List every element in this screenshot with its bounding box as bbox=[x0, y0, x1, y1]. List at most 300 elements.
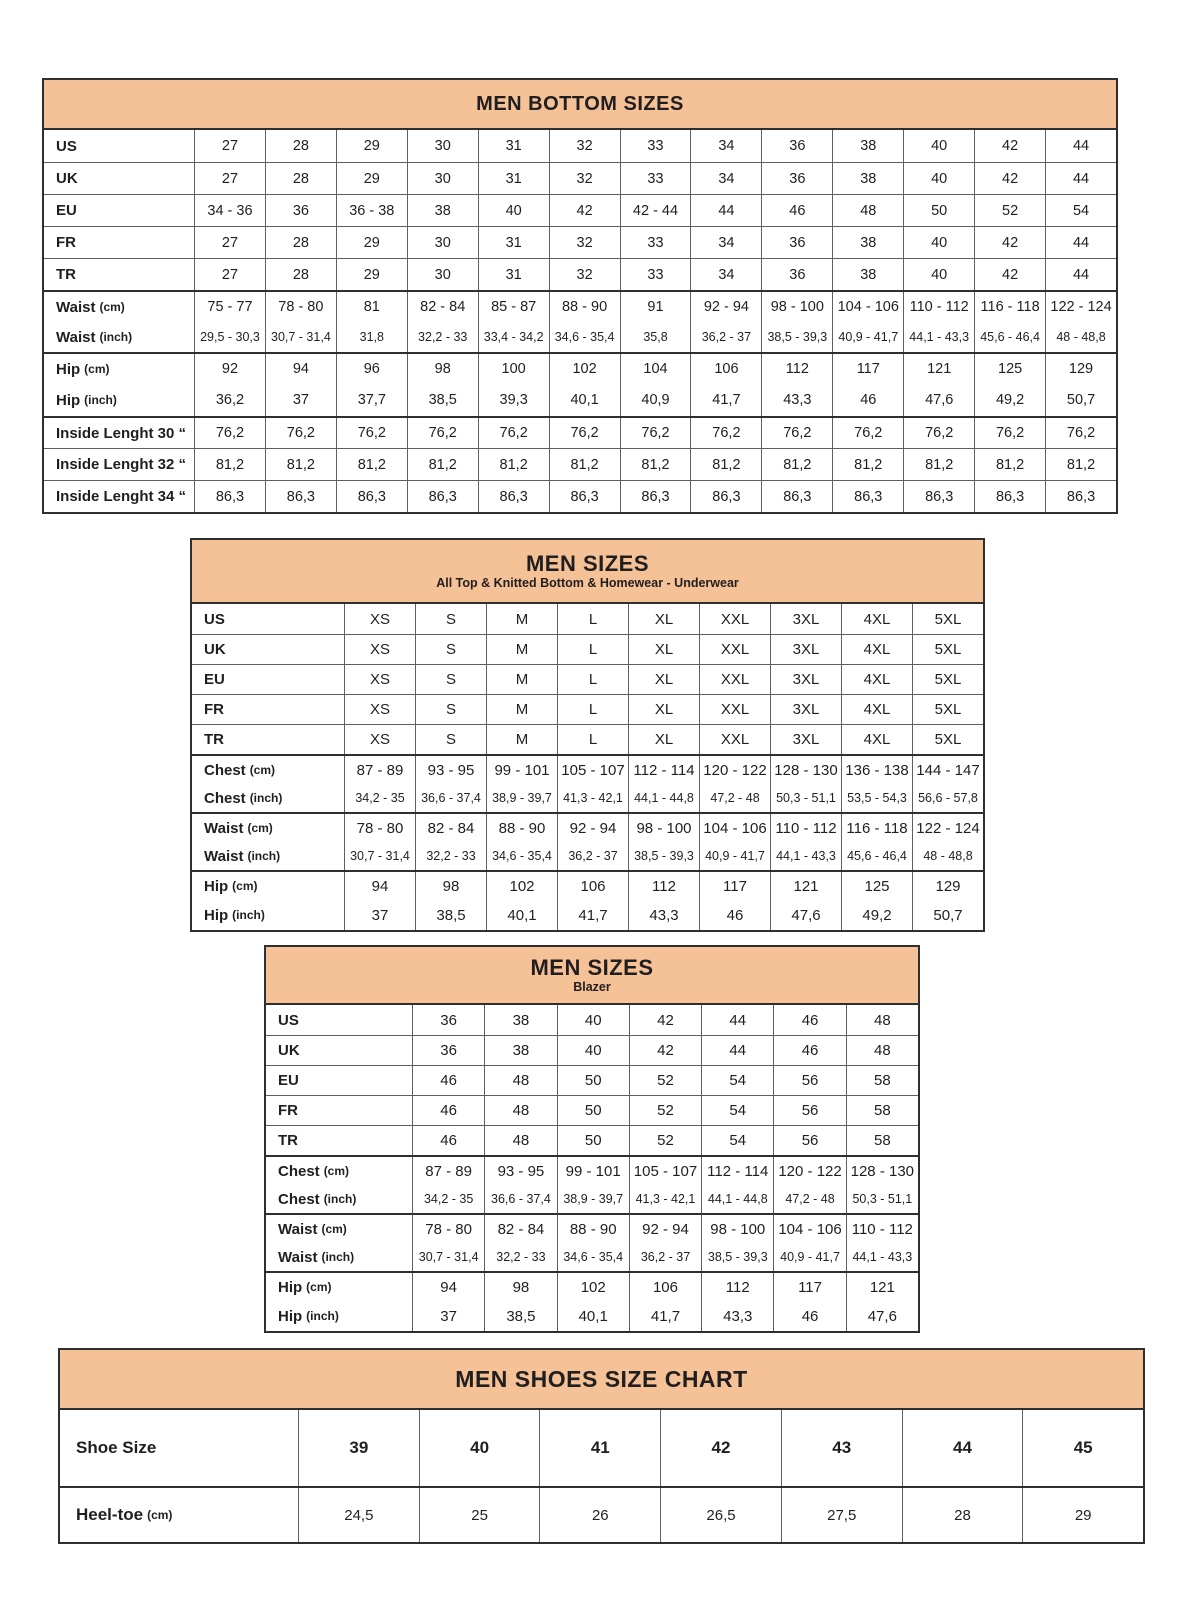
size-value-cell: 36,2 - 37 bbox=[629, 1243, 701, 1271]
size-value-cell: 41,3 - 42,1 bbox=[629, 1185, 701, 1213]
row-label-text: Waist bbox=[56, 328, 96, 346]
size-value-cell: 86,3 bbox=[336, 481, 407, 512]
size-value-cell: 76,2 bbox=[1045, 418, 1116, 448]
size-value-cell: 105 - 107 bbox=[557, 756, 628, 784]
size-value-cell: 96 bbox=[336, 354, 407, 384]
size-value-cell: 81,2 bbox=[549, 449, 620, 480]
size-value-cell: 29 bbox=[336, 259, 407, 290]
size-value-cell: 28 bbox=[265, 163, 336, 194]
table-men-bottom-sizes bbox=[42, 78, 1118, 514]
size-value-cell: 4XL bbox=[841, 665, 912, 694]
size-value-cell: 120 - 122 bbox=[699, 756, 770, 784]
size-value-cell: 112 - 114 bbox=[628, 756, 699, 784]
size-value-cell: 56 bbox=[773, 1096, 845, 1125]
size-value-cell: 30 bbox=[407, 130, 478, 162]
row-label-text: Hip bbox=[56, 360, 81, 378]
size-value-cell: 34 bbox=[690, 163, 761, 194]
size-value-cell: 40 bbox=[557, 1036, 629, 1065]
size-value-cell: 110 - 112 bbox=[770, 814, 841, 842]
size-value-cell: 30 bbox=[407, 163, 478, 194]
size-value-cell: 36 - 38 bbox=[336, 195, 407, 226]
size-value-cell: 99 - 101 bbox=[557, 1157, 629, 1185]
size-value-cell: 42 bbox=[974, 163, 1045, 194]
size-value-cell: 36,6 - 37,4 bbox=[415, 784, 486, 812]
table-men-sizes-blazer bbox=[264, 945, 920, 1333]
size-value-cell: 31 bbox=[478, 259, 549, 290]
row-label bbox=[266, 1005, 412, 1035]
size-value-cell: 48 bbox=[846, 1005, 918, 1035]
size-value-cell: 42 - 44 bbox=[620, 195, 691, 226]
size-value-cell: 44,1 - 44,8 bbox=[628, 784, 699, 812]
size-value-cell: 5XL bbox=[912, 635, 983, 664]
table-row bbox=[266, 1035, 918, 1065]
size-value-cell: 30,7 - 31,4 bbox=[344, 842, 415, 870]
row-label bbox=[44, 227, 194, 258]
row-label bbox=[192, 784, 344, 812]
size-value-cell: 98 bbox=[415, 872, 486, 900]
size-value-cell: 88 - 90 bbox=[549, 292, 620, 322]
row-label bbox=[266, 1185, 412, 1213]
table-row bbox=[44, 290, 1116, 322]
size-value-cell: 56,6 - 57,8 bbox=[912, 784, 983, 812]
size-value-cell: XXL bbox=[699, 635, 770, 664]
size-value-cell: 98 - 100 bbox=[761, 292, 832, 322]
row-label bbox=[44, 163, 194, 194]
size-value-cell: 30 bbox=[407, 227, 478, 258]
row-label bbox=[44, 195, 194, 226]
table-row bbox=[44, 448, 1116, 480]
row-label-unit: (inch) bbox=[306, 1309, 339, 1323]
size-value-cell: 40 bbox=[903, 259, 974, 290]
size-value-cell: 106 bbox=[557, 872, 628, 900]
size-value-cell: XXL bbox=[699, 604, 770, 634]
size-value-cell: XS bbox=[344, 695, 415, 724]
table-men-shoes-size-chart bbox=[58, 1348, 1145, 1544]
size-value-cell: 81,2 bbox=[761, 449, 832, 480]
size-value-cell: 56 bbox=[773, 1126, 845, 1155]
size-value-cell: 44 bbox=[1045, 130, 1116, 162]
size-value-cell: 81,2 bbox=[903, 449, 974, 480]
size-value-cell: 38,9 - 39,7 bbox=[486, 784, 557, 812]
row-label bbox=[266, 1273, 412, 1301]
table-row bbox=[44, 322, 1116, 352]
size-value-cell: XXL bbox=[699, 725, 770, 754]
size-value-cell: 110 - 112 bbox=[846, 1215, 918, 1243]
size-value-cell: 37 bbox=[412, 1301, 484, 1331]
size-value-cell: 29 bbox=[336, 163, 407, 194]
table-title: MEN SIZES bbox=[525, 550, 650, 576]
size-value-cell: 34,2 - 35 bbox=[344, 784, 415, 812]
size-value-cell: 44 bbox=[701, 1005, 773, 1035]
row-label-unit: (cm) bbox=[306, 1280, 332, 1294]
size-value-cell: 48 bbox=[484, 1126, 556, 1155]
row-label bbox=[266, 1243, 412, 1271]
size-value-cell: 32 bbox=[549, 130, 620, 162]
size-value-cell: 50,3 - 51,1 bbox=[846, 1185, 918, 1213]
size-value-cell: 42 bbox=[629, 1036, 701, 1065]
row-label bbox=[266, 1301, 412, 1331]
size-value-cell: 98 bbox=[484, 1273, 556, 1301]
size-value-cell: 36 bbox=[761, 259, 832, 290]
size-value-cell: 29 bbox=[336, 130, 407, 162]
men-bottom-sizes-header-band bbox=[44, 80, 1116, 130]
row-label-unit: (cm) bbox=[323, 1164, 350, 1178]
size-value-cell: 54 bbox=[701, 1066, 773, 1095]
size-value-cell: 28 bbox=[265, 259, 336, 290]
table-subtitle: All Top & Knitted Bottom & Homewear - Underwear bbox=[436, 576, 739, 591]
row-label-text: TR bbox=[278, 1132, 298, 1149]
row-label-text: Waist bbox=[204, 819, 244, 837]
size-value-cell: 40 bbox=[903, 163, 974, 194]
size-value-cell: 92 bbox=[194, 354, 265, 384]
size-value-cell: 4XL bbox=[841, 604, 912, 634]
size-value-cell: 37 bbox=[265, 384, 336, 416]
size-value-cell: M bbox=[486, 725, 557, 754]
row-label-text: Inside Lenght 30 “ bbox=[56, 424, 187, 442]
size-value-cell: 120 - 122 bbox=[773, 1157, 845, 1185]
size-value-cell: 34 - 36 bbox=[194, 195, 265, 226]
size-value-cell: 128 - 130 bbox=[770, 756, 841, 784]
size-value-cell: 81,2 bbox=[478, 449, 549, 480]
table-title: MEN SHOES SIZE CHART bbox=[455, 1365, 748, 1392]
size-value-cell: 76,2 bbox=[974, 418, 1045, 448]
size-value-cell: 56 bbox=[773, 1066, 845, 1095]
size-value-cell: 81,2 bbox=[620, 449, 691, 480]
row-label-unit: (cm) bbox=[247, 821, 273, 835]
row-label bbox=[266, 1126, 412, 1155]
size-value-cell: 41 bbox=[539, 1410, 660, 1486]
row-label-text: UK bbox=[56, 170, 78, 187]
size-value-cell: 58 bbox=[846, 1126, 918, 1155]
size-value-cell: 86,3 bbox=[832, 481, 903, 512]
size-value-cell: XXL bbox=[699, 665, 770, 694]
size-value-cell: 110 - 112 bbox=[903, 292, 974, 322]
size-value-cell: 27 bbox=[194, 227, 265, 258]
size-value-cell: 53,5 - 54,3 bbox=[841, 784, 912, 812]
size-value-cell: 33 bbox=[620, 163, 691, 194]
size-value-cell: 41,7 bbox=[557, 900, 628, 930]
size-value-cell: 44 bbox=[902, 1410, 1023, 1486]
row-label-unit: (cm) bbox=[249, 763, 276, 777]
size-value-cell: 50 bbox=[557, 1066, 629, 1095]
row-label bbox=[44, 130, 194, 162]
row-label-unit: (inch) bbox=[99, 330, 133, 344]
table-row bbox=[192, 812, 983, 842]
size-value-cell: 78 - 80 bbox=[344, 814, 415, 842]
table-row bbox=[266, 1065, 918, 1095]
row-label-unit: (inch) bbox=[321, 1250, 355, 1264]
table-row bbox=[266, 1005, 918, 1035]
size-value-cell: 31 bbox=[478, 130, 549, 162]
size-value-cell: 86,3 bbox=[265, 481, 336, 512]
table-row bbox=[44, 384, 1116, 416]
size-value-cell: XL bbox=[628, 604, 699, 634]
table-row bbox=[266, 1301, 918, 1331]
size-value-cell: 40 bbox=[557, 1005, 629, 1035]
size-value-cell: 38 bbox=[832, 259, 903, 290]
size-value-cell: M bbox=[486, 604, 557, 634]
size-value-cell: 86,3 bbox=[407, 481, 478, 512]
size-value-cell: 27 bbox=[194, 259, 265, 290]
row-label-text: Hip bbox=[204, 877, 229, 895]
table-row bbox=[60, 1486, 1143, 1542]
row-label-text: Waist bbox=[278, 1220, 318, 1238]
size-value-cell: 38,5 - 39,3 bbox=[628, 842, 699, 870]
size-value-cell: 49,2 bbox=[974, 384, 1045, 416]
men-sizes-blazer-rows bbox=[266, 1005, 918, 1331]
size-value-cell: 48 bbox=[484, 1096, 556, 1125]
size-value-cell: 34,6 - 35,4 bbox=[557, 1243, 629, 1271]
size-value-cell: 88 - 90 bbox=[557, 1215, 629, 1243]
size-value-cell: 86,3 bbox=[761, 481, 832, 512]
size-value-cell: 48 bbox=[832, 195, 903, 226]
size-value-cell: 3XL bbox=[770, 604, 841, 634]
size-value-cell: 38,5 - 39,3 bbox=[701, 1243, 773, 1271]
size-value-cell: 50 bbox=[557, 1096, 629, 1125]
size-value-cell: 3XL bbox=[770, 695, 841, 724]
size-value-cell: 4XL bbox=[841, 695, 912, 724]
size-value-cell: S bbox=[415, 635, 486, 664]
size-value-cell: 4XL bbox=[841, 635, 912, 664]
size-value-cell: 26,5 bbox=[660, 1488, 781, 1542]
size-value-cell: 86,3 bbox=[974, 481, 1045, 512]
size-value-cell: 36 bbox=[265, 195, 336, 226]
size-value-cell: 116 - 118 bbox=[974, 292, 1045, 322]
size-value-cell: 38,5 - 39,3 bbox=[761, 322, 832, 352]
size-value-cell: 104 - 106 bbox=[699, 814, 770, 842]
size-value-cell: 34 bbox=[690, 227, 761, 258]
size-value-cell: 38,5 bbox=[407, 384, 478, 416]
size-value-cell: 82 - 84 bbox=[484, 1215, 556, 1243]
size-value-cell: L bbox=[557, 635, 628, 664]
size-value-cell: 106 bbox=[629, 1273, 701, 1301]
size-value-cell: 47,2 - 48 bbox=[773, 1185, 845, 1213]
size-value-cell: 40,9 bbox=[620, 384, 691, 416]
size-value-cell: 32 bbox=[549, 227, 620, 258]
size-value-cell: 78 - 80 bbox=[412, 1215, 484, 1243]
size-value-cell: 36 bbox=[761, 227, 832, 258]
row-label bbox=[44, 384, 194, 416]
size-value-cell: 39 bbox=[298, 1410, 419, 1486]
size-value-cell: 33 bbox=[620, 259, 691, 290]
size-value-cell: 33,4 - 34,2 bbox=[478, 322, 549, 352]
size-value-cell: 29,5 - 30,3 bbox=[194, 322, 265, 352]
size-value-cell: 76,2 bbox=[903, 418, 974, 448]
size-value-cell: 102 bbox=[557, 1273, 629, 1301]
size-value-cell: 4XL bbox=[841, 725, 912, 754]
table-row bbox=[44, 416, 1116, 448]
size-value-cell: 58 bbox=[846, 1066, 918, 1095]
row-label-text: Waist bbox=[278, 1248, 318, 1266]
table-row bbox=[44, 130, 1116, 162]
row-label bbox=[60, 1488, 298, 1542]
size-value-cell: 47,6 bbox=[770, 900, 841, 930]
size-value-cell: 42 bbox=[974, 259, 1045, 290]
size-value-cell: 32 bbox=[549, 163, 620, 194]
size-value-cell: 38 bbox=[832, 227, 903, 258]
row-label-unit: (inch) bbox=[232, 908, 265, 922]
size-value-cell: 100 bbox=[478, 354, 549, 384]
table-men-sizes-tops bbox=[190, 538, 985, 932]
size-value-cell: 93 - 95 bbox=[484, 1157, 556, 1185]
size-value-cell: 3XL bbox=[770, 725, 841, 754]
size-value-cell: 81,2 bbox=[265, 449, 336, 480]
size-value-cell: 44,1 - 43,3 bbox=[846, 1243, 918, 1271]
size-value-cell: 36 bbox=[412, 1036, 484, 1065]
size-value-cell: XL bbox=[628, 635, 699, 664]
size-value-cell: 36,6 - 37,4 bbox=[484, 1185, 556, 1213]
row-label-unit: (cm) bbox=[84, 362, 110, 376]
row-label-unit: (inch) bbox=[249, 791, 283, 805]
size-value-cell: L bbox=[557, 725, 628, 754]
table-row bbox=[44, 162, 1116, 194]
size-value-cell: 40,1 bbox=[557, 1301, 629, 1331]
size-value-cell: 46 bbox=[773, 1005, 845, 1035]
row-label-unit: (inch) bbox=[84, 393, 117, 407]
size-value-cell: 76,2 bbox=[690, 418, 761, 448]
size-value-cell: 44 bbox=[1045, 259, 1116, 290]
size-value-cell: 86,3 bbox=[1045, 481, 1116, 512]
size-value-cell: 41,3 - 42,1 bbox=[557, 784, 628, 812]
size-value-cell: 125 bbox=[974, 354, 1045, 384]
row-label bbox=[192, 872, 344, 900]
size-value-cell: XXL bbox=[699, 695, 770, 724]
size-value-cell: 112 bbox=[761, 354, 832, 384]
men-bottom-sizes-rows bbox=[44, 130, 1116, 512]
size-value-cell: 29 bbox=[336, 227, 407, 258]
size-value-cell: 5XL bbox=[912, 695, 983, 724]
size-value-cell: 87 - 89 bbox=[344, 756, 415, 784]
size-value-cell: 86,3 bbox=[903, 481, 974, 512]
size-value-cell: 48 bbox=[484, 1066, 556, 1095]
size-value-cell: 33 bbox=[620, 227, 691, 258]
size-value-cell: 76,2 bbox=[549, 418, 620, 448]
size-value-cell: 45 bbox=[1022, 1410, 1143, 1486]
size-value-cell: M bbox=[486, 665, 557, 694]
size-value-cell: 34 bbox=[690, 130, 761, 162]
size-value-cell: 28 bbox=[265, 227, 336, 258]
size-value-cell: 44 bbox=[701, 1036, 773, 1065]
row-label-unit: (cm) bbox=[99, 300, 125, 314]
size-value-cell: 5XL bbox=[912, 665, 983, 694]
size-value-cell: 82 - 84 bbox=[415, 814, 486, 842]
row-label-text: EU bbox=[204, 671, 225, 688]
table-row bbox=[192, 694, 983, 724]
table-row bbox=[44, 480, 1116, 512]
size-value-cell: 92 - 94 bbox=[690, 292, 761, 322]
table-row bbox=[44, 226, 1116, 258]
size-value-cell: 129 bbox=[912, 872, 983, 900]
row-label-text: EU bbox=[56, 202, 77, 219]
size-value-cell: 3XL bbox=[770, 635, 841, 664]
row-label-text: Waist bbox=[204, 847, 244, 865]
size-value-cell: 92 - 94 bbox=[557, 814, 628, 842]
size-value-cell: 40 bbox=[903, 227, 974, 258]
row-label bbox=[266, 1066, 412, 1095]
size-value-cell: 40,9 - 41,7 bbox=[832, 322, 903, 352]
row-label-text: Inside Lenght 32 “ bbox=[56, 456, 187, 473]
size-value-cell: 31,8 bbox=[336, 322, 407, 352]
table-row bbox=[192, 664, 983, 694]
size-value-cell: 48 - 48,8 bbox=[912, 842, 983, 870]
size-value-cell: 104 - 106 bbox=[832, 292, 903, 322]
size-value-cell: 46 bbox=[412, 1126, 484, 1155]
row-label-text: Heel-toe bbox=[76, 1505, 144, 1524]
size-value-cell: 37 bbox=[344, 900, 415, 930]
size-value-cell: 104 - 106 bbox=[773, 1215, 845, 1243]
size-value-cell: 76,2 bbox=[265, 418, 336, 448]
row-label bbox=[60, 1410, 298, 1486]
men-shoes-rows bbox=[60, 1410, 1143, 1542]
size-value-cell: 86,3 bbox=[620, 481, 691, 512]
size-value-cell: 3XL bbox=[770, 665, 841, 694]
size-value-cell: 40 bbox=[903, 130, 974, 162]
size-value-cell: 42 bbox=[629, 1005, 701, 1035]
size-value-cell: 98 - 100 bbox=[701, 1215, 773, 1243]
size-value-cell: 81,2 bbox=[690, 449, 761, 480]
size-value-cell: 76,2 bbox=[620, 418, 691, 448]
row-label-unit: (cm) bbox=[232, 879, 258, 893]
size-value-cell: 36,2 - 37 bbox=[690, 322, 761, 352]
size-value-cell: 46 bbox=[761, 195, 832, 226]
table-row bbox=[192, 754, 983, 784]
size-value-cell: 36 bbox=[761, 163, 832, 194]
row-label bbox=[44, 259, 194, 290]
size-value-cell: 44 bbox=[1045, 163, 1116, 194]
size-value-cell: S bbox=[415, 604, 486, 634]
table-row bbox=[192, 634, 983, 664]
size-value-cell: 136 - 138 bbox=[841, 756, 912, 784]
row-label bbox=[44, 354, 194, 384]
size-value-cell: 86,3 bbox=[549, 481, 620, 512]
row-label-text: FR bbox=[204, 701, 224, 718]
men-sizes-blazer-header-band bbox=[266, 947, 918, 1005]
size-value-cell: 31 bbox=[478, 227, 549, 258]
size-value-cell: 38,5 bbox=[484, 1301, 556, 1331]
size-value-cell: 43 bbox=[781, 1410, 902, 1486]
size-value-cell: 82 - 84 bbox=[407, 292, 478, 322]
size-value-cell: 40 bbox=[478, 195, 549, 226]
size-value-cell: 144 - 147 bbox=[912, 756, 983, 784]
row-label bbox=[192, 665, 344, 694]
size-value-cell: 40,9 - 41,7 bbox=[773, 1243, 845, 1271]
size-value-cell: 81,2 bbox=[832, 449, 903, 480]
row-label-text: Hip bbox=[56, 391, 81, 409]
size-value-cell: 46 bbox=[832, 384, 903, 416]
size-value-cell: 78 - 80 bbox=[265, 292, 336, 322]
size-value-cell: XL bbox=[628, 665, 699, 694]
row-label-text: UK bbox=[204, 641, 226, 658]
size-value-cell: 94 bbox=[412, 1273, 484, 1301]
size-value-cell: 93 - 95 bbox=[415, 756, 486, 784]
row-label-text: US bbox=[204, 610, 225, 628]
size-value-cell: 28 bbox=[902, 1488, 1023, 1542]
row-label-text: UK bbox=[278, 1042, 300, 1059]
row-label-text: Chest bbox=[278, 1162, 320, 1180]
size-value-cell: 47,6 bbox=[846, 1301, 918, 1331]
size-value-cell: XL bbox=[628, 725, 699, 754]
size-value-cell: 40,1 bbox=[486, 900, 557, 930]
size-value-cell: 54 bbox=[1045, 195, 1116, 226]
size-value-cell: 34 bbox=[690, 259, 761, 290]
size-value-cell: 34,6 - 35,4 bbox=[486, 842, 557, 870]
size-value-cell: 46 bbox=[773, 1036, 845, 1065]
size-value-cell: 37,7 bbox=[336, 384, 407, 416]
size-value-cell: 81,2 bbox=[1045, 449, 1116, 480]
row-label-text: Hip bbox=[204, 906, 229, 924]
row-label-text: Chest bbox=[204, 761, 246, 779]
row-label bbox=[44, 481, 194, 512]
